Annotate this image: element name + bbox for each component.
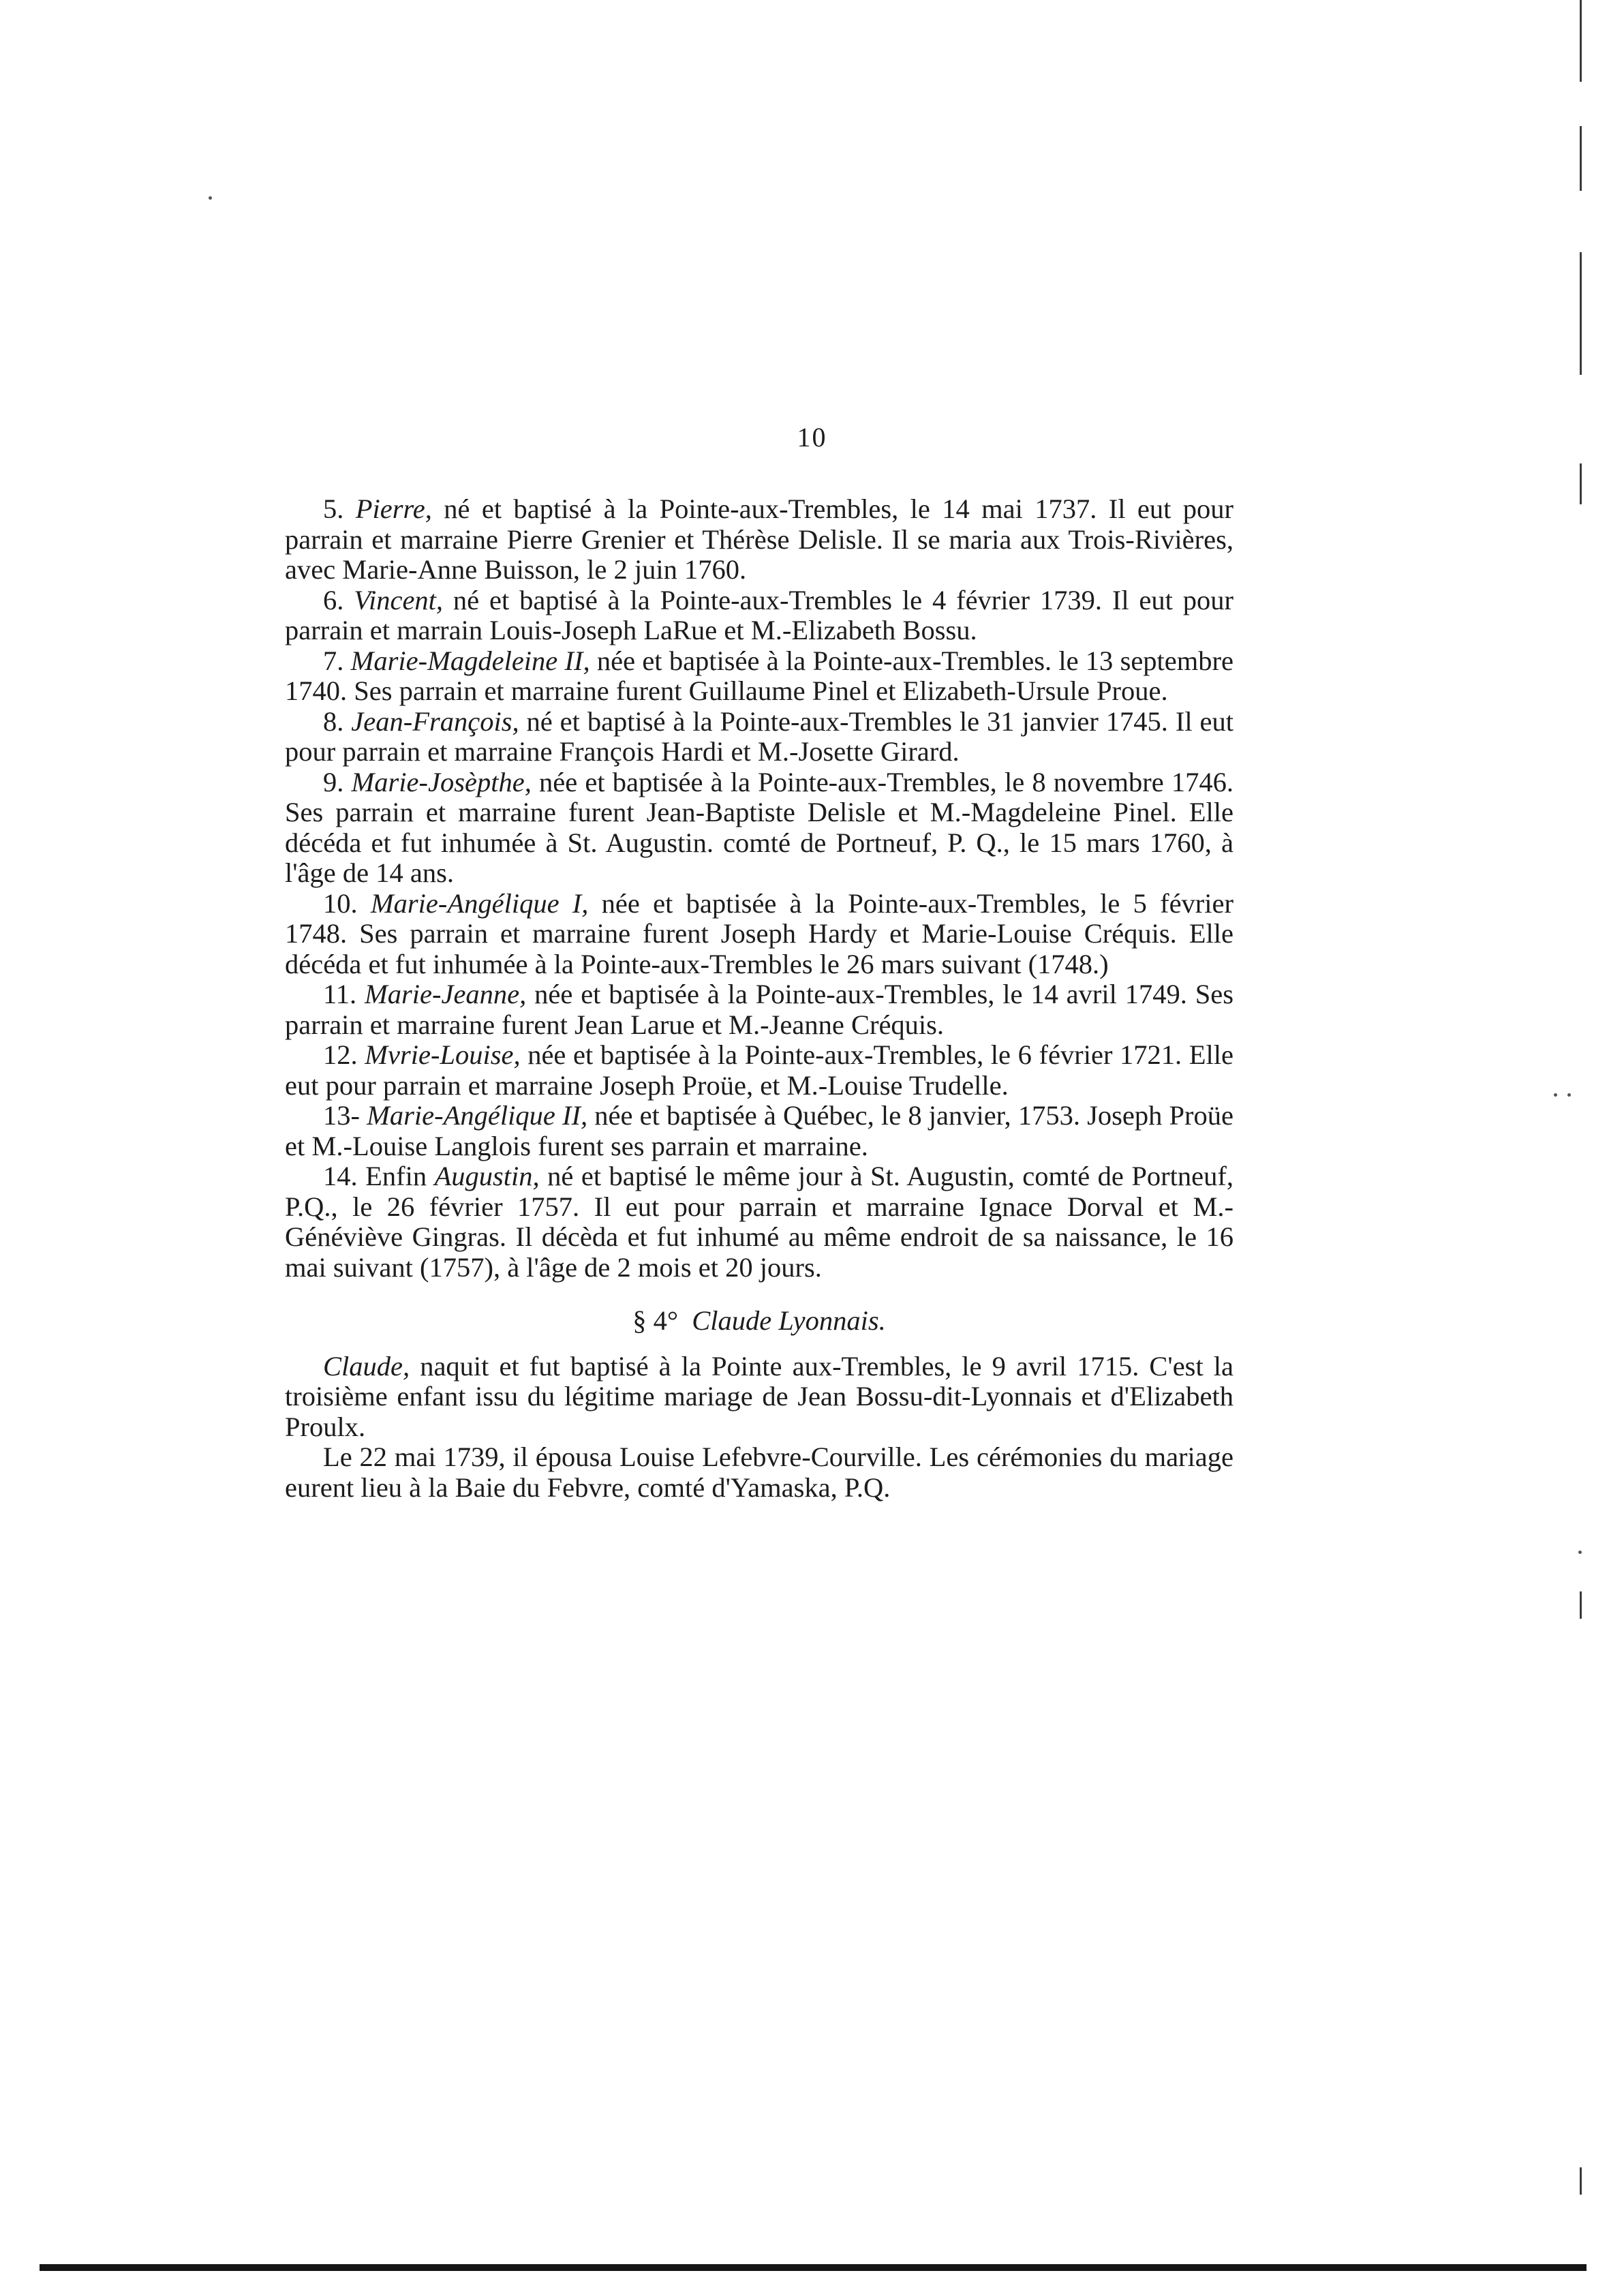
entry-text: née et baptisée à la Pointe-aux-Trembles, le 8 novembre 1746. Ses parrain et marraine furent Jean-Baptiste Delisle et M.-Magdeleine Pinel. Elle décéda et fut inhumée à St. Augustin. comté de Portneuf, P. Q., le 15 mars 1760, à l'âge de 14 ans. (285, 766, 1234, 888)
entry-text: né et baptisé le même jour à St. Augustin, comté de Portneuf, P.Q., le 26 février 1757. Il eut pour parrain et marraine Ignace Dorval et M.-Généviève Gingras. Il décèda et fut inhumé au même endroit de sa naissance, le 16 mai suivant (1757), à l'âge de 2 mois et 20 jours. (285, 1161, 1234, 1283)
entry-name: Augustin, (434, 1161, 540, 1191)
entry-name: Jean-François, (351, 705, 519, 737)
page-number: 10 (797, 422, 827, 453)
entry-14 (285, 1161, 1234, 1283)
entry-12 (285, 1040, 1234, 1101)
entry-name: Mvrie-Louise, (365, 1039, 521, 1070)
document-body (285, 494, 1234, 1503)
entry-name: Vincent, (354, 584, 444, 615)
entry-number: 11. (323, 979, 357, 1009)
paragraph-text: naquit et fut baptisé à la Pointe aux-Trembles, le 9 avril 1715. C'est la troisième enfant issu du légitime mariage de Jean Bossu-dit-Lyonnais et d'Elizabeth Proulx. (285, 1350, 1234, 1442)
section-paragraph (285, 1352, 1234, 1443)
entry-number: 6. (323, 584, 344, 615)
scan-edge-mark (1580, 2167, 1582, 2195)
paragraph-lead: Claude, (323, 1350, 410, 1382)
entry-number: 9. (323, 766, 344, 797)
entry-name: Marie-Jeanne, (365, 979, 527, 1009)
entry-6 (285, 585, 1234, 646)
section-title: Claude Lyonnais. (692, 1305, 886, 1336)
scan-speck (209, 196, 212, 200)
scan-edge-mark (1580, 463, 1582, 504)
entry-number: 13- (323, 1100, 360, 1131)
entry-10 (285, 889, 1234, 980)
scan-edge-mark (1580, 126, 1582, 191)
entry-name: Marie-Angélique II, (367, 1100, 588, 1131)
entry-text: née et baptisée à la Pointe-aux-Trembles, le 5 février 1748. Ses parrain et marraine furent Joseph Hardy et Marie-Louise Créquis. Elle décéda et fut inhumée à la Pointe-aux-Trembles le 26 mars suivant (1748.) (285, 887, 1234, 979)
entry-13 (285, 1101, 1234, 1161)
scan-edge-mark (1580, 252, 1582, 375)
paragraph-text: Le 22 mai 1739, il épousa Louise Lefebvre-Courville. Les cérémonies du mariage eurent lieu à la Baie du Febvre, comté d'Yamaska, P.Q. (285, 1442, 1234, 1503)
entry-7 (285, 646, 1234, 707)
scan-speck (1578, 1551, 1582, 1554)
section-paragraph (285, 1442, 1234, 1503)
entry-number: 14. (323, 1161, 358, 1191)
entry-text: né et baptisé à la Pointe-aux-Trembles, le 14 mai 1737. Il eut pour parrain et marraine Pierre Grenier et Thérèse Delisle. Il se maria aux Trois-Rivières, avec Marie-Anne Buisson, le 2 juin 1760. (285, 493, 1234, 585)
entry-number: 8. (323, 705, 344, 737)
entry-number: 12. (323, 1039, 358, 1070)
entry-number: 10. (323, 887, 358, 919)
entry-name: Marie-Josèpthe, (351, 766, 532, 797)
scan-edge-mark (1580, 0, 1582, 82)
entry-name: Marie-Angélique I, (370, 887, 589, 919)
entry-5 (285, 494, 1234, 585)
entry-text: née et baptisée à la Pointe-aux-Trembles. le 13 septembre 1740. Ses parrain et marraine furent Guillaume Pinel et Elizabeth-Ursule Proue. (285, 645, 1234, 706)
scan-speck (1567, 1093, 1571, 1097)
scan-speck (1554, 1093, 1557, 1097)
entry-number: 7. (323, 645, 344, 676)
entry-name: Pierre, (355, 493, 432, 524)
entry-text: née et baptisée à la Pointe-aux-Trembles, le 6 février 1721. Elle eut pour parrain et marraine Joseph Proüe, et M.-Louise Trudelle. (285, 1039, 1234, 1101)
entry-text: née et baptisée à Québec, le 8 janvier, 1753. Joseph Proüe et M.-Louise Langlois furent ses parrain et marraine. (285, 1100, 1234, 1161)
scan-edge-mark (1580, 1591, 1582, 1619)
entry-11 (285, 979, 1234, 1040)
section-heading (285, 1306, 1234, 1337)
section-number: § 4° (632, 1305, 679, 1336)
entry-text: né et baptisé à la Pointe-aux-Trembles le 31 janvier 1745. Il eut pour parrain et marraine François Hardi et M.-Josette Girard. (285, 705, 1234, 767)
entry-name: Marie-Magdeleine II, (350, 645, 590, 676)
entry-number: 5. (323, 493, 344, 524)
entry-text: né et baptisé à la Pointe-aux-Trembles le 4 février 1739. Il eut pour parrain et marrain Louis-Joseph LaRue et M.-Elizabeth Bossu. (285, 584, 1234, 645)
entry-8 (285, 707, 1234, 767)
bottom-rule (40, 2264, 1587, 2271)
entry-9 (285, 767, 1234, 889)
entry-text: née et baptisée à la Pointe-aux-Trembles, le 14 avril 1749. Ses parrain et marraine furent Jean Larue et M.-Jeanne Créquis. (285, 979, 1234, 1040)
entry-prefix: Enfin (357, 1161, 435, 1191)
